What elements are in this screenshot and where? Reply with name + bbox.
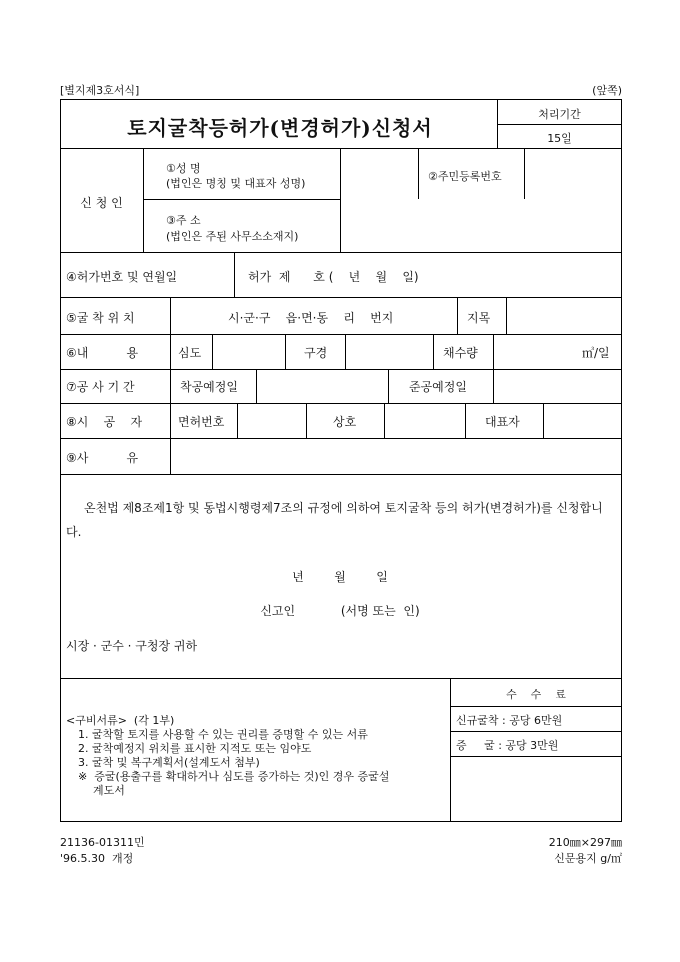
contractor-label: ⑧시 공 자: [66, 415, 143, 429]
rule-v-pump-right: [493, 334, 494, 403]
rule-permit-bottom: [60, 297, 622, 298]
rule-v-jimok-left: [457, 297, 458, 334]
diameter-label: 구경: [304, 346, 328, 360]
rule-v-diameter-left: [285, 334, 286, 369]
rule-v-end: [388, 369, 389, 403]
company-label: 상호: [333, 415, 357, 429]
rule-contractor-bottom: [60, 438, 622, 439]
permit-value: 허가 제 호 ( 년 월 일): [248, 270, 419, 284]
rule-fee-3: [450, 756, 622, 757]
document-item: ※ 증굴(용출구를 확대하거나 심도를 증가하는 것)인 경우 증굴설: [78, 770, 390, 783]
form-code: 21136-01311민: [60, 836, 145, 849]
rule-reason-bottom: [60, 474, 622, 475]
id-number-label: ②주민등록번호: [428, 170, 502, 183]
rule-v-license: [237, 403, 238, 438]
rule-v-start: [256, 369, 257, 403]
rule-v-id-left: [418, 148, 419, 199]
form-number: [별지제3호서식]: [60, 84, 140, 97]
rule-applicant-mid: [143, 199, 340, 200]
rule-v-company-left: [306, 403, 307, 438]
processing-value: 15일: [547, 132, 572, 145]
applicant-label: 신 청 인: [80, 196, 123, 210]
rule-fee-2: [450, 731, 622, 732]
depth-label: 심도: [178, 346, 202, 360]
declaration-signer: 신고인 (서명 또는 인): [260, 604, 420, 618]
name-label: ①성 명: [166, 162, 201, 175]
address-note: (법인은 주된 사무소소재지): [166, 230, 299, 243]
rule-title-bottom: [60, 148, 622, 149]
rule-v-jimok-right: [506, 297, 507, 334]
documents-heading: <구비서류> (각 1부): [66, 714, 175, 727]
rule-fee-1: [450, 706, 622, 707]
location-value: 시·군·구 읍·면·동 리 번지: [228, 311, 394, 325]
reason-label: ⑨사 유: [66, 451, 139, 465]
fee-label: 수 수 료: [506, 688, 566, 701]
rule-processing: [497, 124, 622, 125]
rule-v-depth: [212, 334, 213, 369]
period-label: ⑦공 사 기 간: [66, 380, 135, 394]
rule-applicant-bottom: [60, 252, 622, 253]
location-label: ⑤굴 착 위 치: [66, 311, 135, 325]
document-item: 계도서: [93, 784, 125, 797]
fee-expand: 증 굴 : 공당 3만원: [456, 739, 559, 752]
processing-label: 처리기간: [538, 108, 581, 121]
start-date-label: 착공예정일: [180, 380, 238, 394]
rule-v-diameter-right: [345, 334, 346, 369]
end-date-label: 준공예정일: [409, 380, 467, 394]
content-label: ⑥내 용: [66, 346, 139, 360]
rule-v-applicant: [143, 148, 144, 252]
rule-content-bottom: [60, 369, 622, 370]
rule-v-company-right: [384, 403, 385, 438]
permit-label: ④허가번호 및 연월일: [66, 270, 178, 284]
fee-new: 신규굴착 : 공당 6만원: [456, 714, 563, 727]
address-label: ③주 소: [166, 214, 201, 227]
form-title: 토지굴착등허가(변경허가)신청서: [127, 116, 433, 140]
rule-period-bottom: [60, 403, 622, 404]
rule-v-pump-left: [433, 334, 434, 369]
declaration-text: [66, 496, 614, 544]
pump-rate-unit: ㎥/일: [582, 346, 610, 360]
pump-rate-label: 채수량: [443, 346, 478, 360]
rule-declaration-bottom: [60, 678, 622, 679]
rule-location-bottom: [60, 334, 622, 335]
rule-v-label-value: [340, 148, 341, 252]
rule-v-rep-left: [465, 403, 466, 438]
revision-date: '96.5.30 개정: [60, 852, 134, 865]
document-item: 3. 굴착 및 복구계획서(설계도서 첨부): [78, 756, 260, 769]
document-item: 1. 굴착할 토지를 사용할 수 있는 권리를 증명할 수 있는 서류: [78, 728, 368, 741]
declaration-date: 년 월 일: [292, 570, 388, 584]
paper-type: 신문용지 g/㎡: [554, 852, 622, 865]
addressee: 시장 · 군수 · 구청장 귀하: [66, 639, 198, 653]
rule-v-rep-right: [543, 403, 544, 438]
rule-v-id-right: [524, 148, 525, 199]
rule-v-permit: [234, 252, 235, 297]
rule-v-rows: [170, 297, 171, 474]
name-note: (법인은 명칭 및 대표자 성명): [166, 177, 306, 190]
representative-label: 대표자: [485, 415, 520, 429]
paper-size: 210㎜×297㎜: [548, 836, 622, 849]
page-side-label: (앞쪽): [592, 84, 622, 97]
license-label: 면허번호: [178, 415, 225, 429]
jimok-label: 지목: [467, 311, 491, 325]
declaration-sentence: 온천법 제8조제1항 및 동법시행령제7조의 규정에 의하여 토지굴착 등의 허가(변경허가)를 신청합니다.: [66, 501, 603, 539]
document-item: 2. 굴착예정지 위치를 표시한 지적도 또는 임야도: [78, 742, 312, 755]
